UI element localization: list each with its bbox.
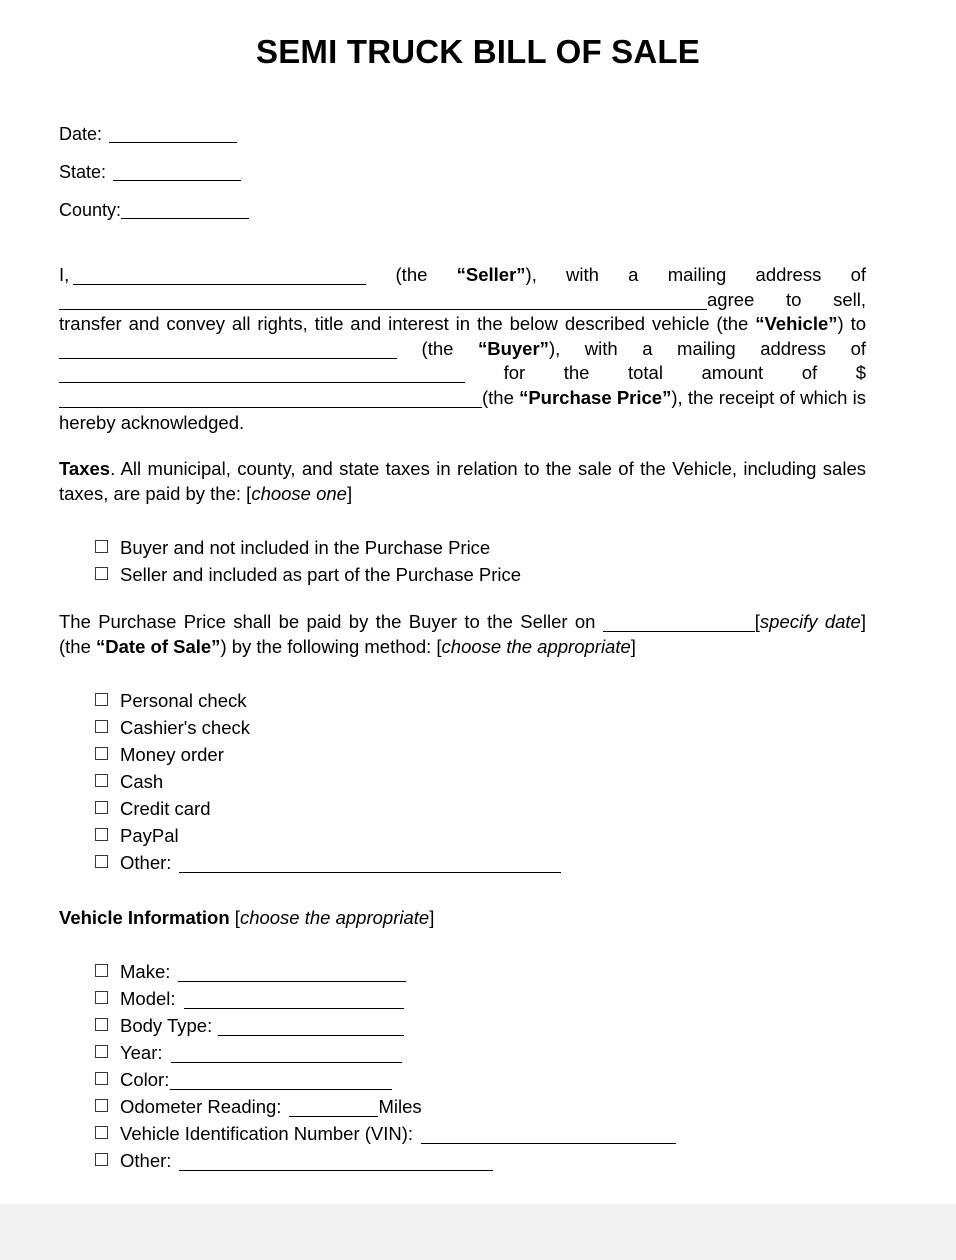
vehicle-make-blank[interactable] — [178, 966, 406, 982]
list-item[interactable] — [59, 1120, 866, 1147]
buyer-address-blank[interactable] — [59, 367, 465, 383]
payment-paragraph — [59, 610, 866, 659]
list-item[interactable] — [59, 1147, 866, 1174]
seller-paren-open: (the — [395, 263, 457, 285]
list-item[interactable] — [59, 1066, 866, 1093]
taxes-option-label: Seller and included as part of the Purchase Price — [120, 564, 522, 586]
payment-method-label: Other: — [120, 852, 172, 874]
checkbox-icon[interactable] — [95, 1153, 108, 1166]
buyer-name-blank[interactable] — [59, 343, 397, 359]
recital-paragraph — [59, 263, 866, 435]
state-field-row — [59, 163, 866, 181]
bracket-close: ] — [860, 611, 866, 633]
list-item[interactable] — [59, 768, 866, 795]
buyer-paren-close: ), with a mailing address of — [548, 337, 866, 359]
date-of-sale-blank[interactable] — [603, 616, 755, 632]
price-close: ), the receipt of which is hereby acknowledged. — [59, 386, 866, 433]
price-paren-open: (the — [482, 386, 520, 408]
vehicle-vin-blank[interactable] — [421, 1128, 676, 1144]
checkbox-icon[interactable] — [95, 1045, 108, 1058]
checkbox-icon[interactable] — [95, 774, 108, 787]
list-item[interactable] — [59, 1039, 866, 1066]
list-item[interactable] — [59, 534, 866, 561]
checkbox-icon[interactable] — [95, 693, 108, 706]
vehicle-color-blank[interactable] — [170, 1074, 392, 1090]
date-field-row — [59, 125, 866, 143]
page-bottom-edge — [0, 1204, 956, 1232]
date-input-blank[interactable] — [109, 142, 237, 143]
vehicle-instruction: choose the appropriate — [239, 907, 430, 929]
seller-paren-close: ), with a mailing address of — [525, 263, 866, 285]
payment-method-label: Credit card — [120, 798, 211, 820]
checkbox-icon[interactable] — [95, 828, 108, 841]
checkbox-icon[interactable] — [95, 855, 108, 868]
vehicle-odometer-blank[interactable] — [289, 1101, 378, 1117]
for-total-text: for the total amount of — [503, 362, 818, 384]
vehicle-field-label: Vehicle Identification Number (VIN): — [120, 1123, 414, 1145]
buyer-term: “Buyer” — [477, 337, 549, 359]
vehicle-field-label: Other: — [120, 1150, 172, 1172]
vehicle-other-blank[interactable] — [179, 1155, 493, 1171]
checkbox-icon[interactable] — [95, 1018, 108, 1031]
checkbox-icon[interactable] — [95, 540, 108, 553]
vehicle-heading-label: Vehicle Information — [59, 907, 230, 929]
seller-name-blank[interactable] — [73, 269, 366, 285]
vehicle-field-label: Color: — [120, 1069, 170, 1091]
vehicle-year-blank[interactable] — [171, 1047, 402, 1063]
vehicle-model-blank[interactable] — [184, 993, 404, 1009]
vehicle-fields-list — [59, 958, 866, 1174]
taxes-body-before: . All municipal, county, and state taxes in relation to the sale of the Vehicle, including sales taxes, are paid by the: [ — [59, 458, 866, 504]
list-item[interactable] — [59, 561, 866, 588]
bracket-open-vehicle: [ — [229, 907, 240, 929]
vehicle-field-label: Model: — [120, 988, 176, 1010]
odometer-units-label: Miles — [378, 1096, 422, 1118]
vehicle-field-label: Odometer Reading: — [120, 1096, 282, 1118]
taxes-option-label: Buyer and not included in the Purchase Price — [120, 537, 491, 559]
checkbox-icon[interactable] — [95, 964, 108, 977]
vehicle-close: ) to — [837, 313, 866, 335]
list-item[interactable] — [59, 958, 866, 985]
state-label: State: — [59, 161, 107, 182]
list-item[interactable] — [59, 795, 866, 822]
checkbox-icon[interactable] — [95, 720, 108, 733]
checkbox-icon[interactable] — [95, 747, 108, 760]
document-body — [0, 125, 956, 1175]
checkbox-icon[interactable] — [95, 1072, 108, 1085]
agree-text: agree to sell, transfer and convey all rights, title and interest in the below described vehicle (the — [59, 288, 866, 335]
list-item[interactable] — [59, 1012, 866, 1039]
vehicle-field-label: Year: — [120, 1042, 163, 1064]
taxes-options-list — [59, 534, 866, 588]
list-item[interactable] — [59, 687, 866, 714]
checkbox-icon[interactable] — [95, 567, 108, 580]
checkbox-icon[interactable] — [95, 991, 108, 1004]
taxes-instruction: choose one — [251, 482, 347, 504]
payment-instruction: choose the appropriate — [441, 635, 631, 657]
page-title: SEMI TRUCK BILL OF SALE — [256, 33, 700, 70]
list-item[interactable] — [59, 1093, 866, 1120]
checkbox-icon[interactable] — [95, 1126, 108, 1139]
payment-methods-list — [59, 687, 866, 876]
payment-other-blank[interactable] — [179, 857, 561, 873]
date-of-sale-term: “Date of Sale” — [96, 635, 221, 657]
date-label: Date: — [59, 123, 103, 144]
taxes-body-after: ] — [346, 482, 353, 504]
payment-intro-before: The Purchase Price shall be paid by the Buyer to the Seller on — [59, 611, 603, 633]
list-item[interactable] — [59, 822, 866, 849]
dollar-sign: $ — [855, 362, 867, 384]
state-input-blank[interactable] — [113, 180, 241, 181]
taxes-paragraph — [59, 457, 866, 506]
seller-address-blank[interactable] — [59, 294, 707, 310]
buyer-paren-open: (the — [421, 337, 478, 359]
checkbox-icon[interactable] — [95, 801, 108, 814]
payment-method-label: Cashier's check — [120, 717, 250, 739]
bracket-close-2: ] — [630, 635, 636, 657]
bracket-open: [ — [754, 611, 760, 633]
meta-fields — [59, 125, 866, 219]
purchase-price-blank[interactable] — [59, 392, 482, 408]
payment-method-label: PayPal — [120, 825, 179, 847]
list-item[interactable] — [59, 849, 866, 876]
purchase-price-term: “Purchase Price” — [519, 386, 672, 408]
list-item[interactable] — [59, 985, 866, 1012]
county-field-row — [59, 201, 866, 219]
vehicle-information-heading — [59, 906, 866, 930]
seller-term: “Seller” — [456, 263, 526, 285]
taxes-heading: Taxes — [59, 458, 111, 480]
payment-method-label: Cash — [120, 771, 164, 793]
vehicle-field-label: Make: — [120, 961, 171, 983]
list-item[interactable] — [59, 714, 866, 741]
date-of-sale-close: ) by the following method: [ — [220, 635, 442, 657]
county-label: County: — [59, 199, 122, 220]
vehicle-term: “Vehicle” — [755, 313, 838, 335]
vehicle-body-type-blank[interactable] — [218, 1020, 404, 1036]
specify-date-instruction: specify date — [759, 611, 861, 633]
list-item[interactable] — [59, 741, 866, 768]
vehicle-field-label: Body Type: — [120, 1015, 213, 1037]
bracket-close-vehicle: ] — [429, 907, 435, 929]
payment-method-label: Money order — [120, 744, 224, 766]
date-of-sale-open: (the — [59, 635, 97, 657]
payment-method-label: Personal check — [120, 690, 247, 712]
i-label: I, — [59, 263, 70, 285]
checkbox-icon[interactable] — [95, 1099, 108, 1112]
county-input-blank[interactable] — [121, 218, 249, 219]
